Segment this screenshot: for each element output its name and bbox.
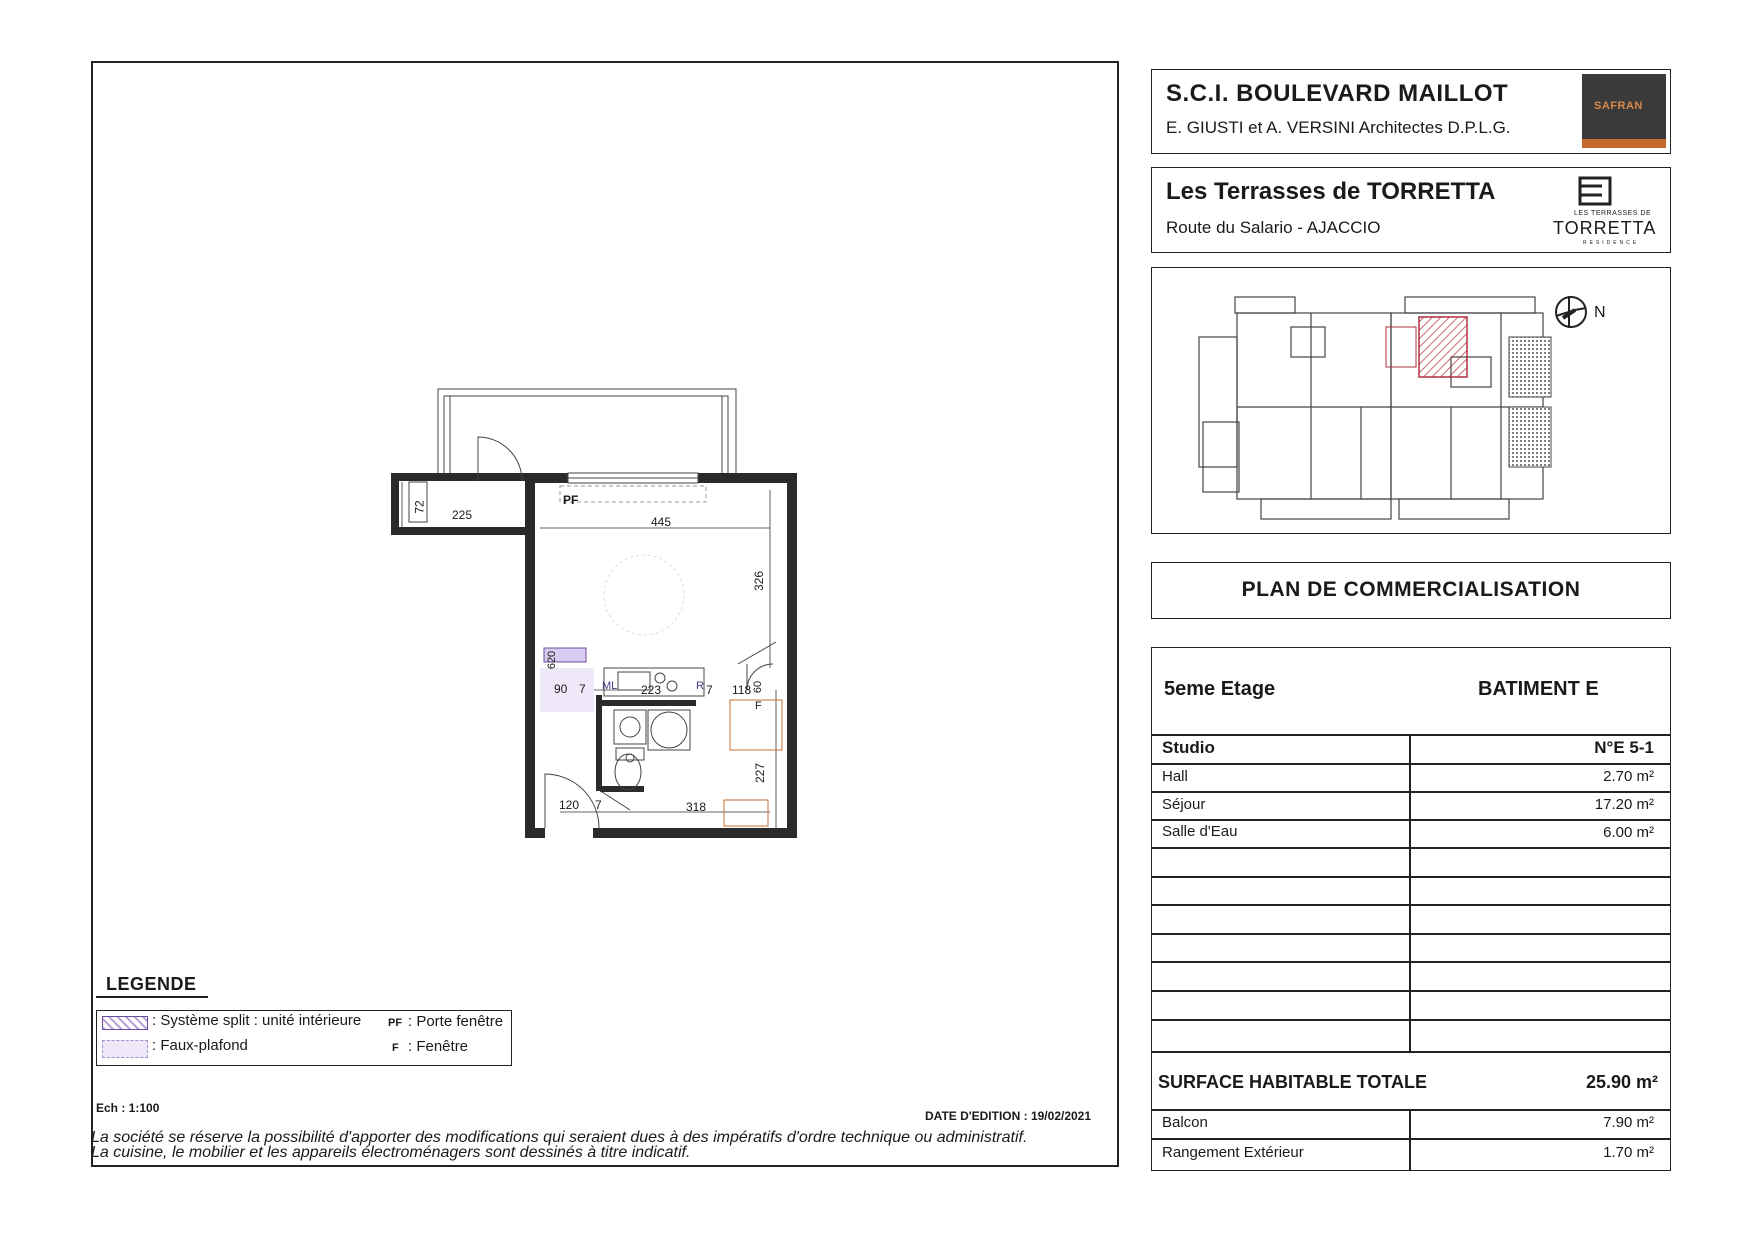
dim-326: 326 xyxy=(752,570,767,592)
legend-f-text: : Fenêtre xyxy=(408,1038,469,1055)
annex-name-rangement: Rangement Extérieur xyxy=(1162,1144,1304,1161)
dim-118: 118 xyxy=(732,683,752,697)
dim-120: 120 xyxy=(559,798,580,812)
company-name: S.C.I. BOULEVARD MAILLOT xyxy=(1166,80,1509,107)
legend-pf-text: : Porte fenêtre xyxy=(408,1013,504,1030)
dim-225: 225 xyxy=(452,508,473,522)
scale-label: Ech : 1:100 xyxy=(96,1101,160,1115)
dim-7-c: 7 xyxy=(595,798,602,812)
dim-318: 318 xyxy=(686,800,707,814)
dim-445: 445 xyxy=(651,515,672,529)
dim-7-a: 7 xyxy=(579,682,586,696)
disclaimer-line-1: La société se réserve la possibilité d'apporter des modifications qui seraient dues à des impératifs d'ordre technique ou administratif. xyxy=(91,1129,1028,1146)
false-ceiling-swatch xyxy=(102,1040,148,1058)
room-area-hall: 2.70 m² xyxy=(1603,768,1654,785)
unit-type: Studio xyxy=(1162,738,1215,757)
dim-90: 90 xyxy=(554,682,568,696)
torretta-logo-small: LES TERRASSES DE xyxy=(1574,210,1652,217)
room-area-salle-deau: 6.00 m² xyxy=(1603,824,1654,841)
room-name-sejour: Séjour xyxy=(1162,796,1206,813)
dim-7-b: 7 xyxy=(706,683,713,697)
total-label: SURFACE HABITABLE TOTALE xyxy=(1158,1072,1427,1092)
disclaimer-line-2: La cuisine, le mobilier et les appareils électroménagers sont dessinés à titre indicatif. xyxy=(91,1144,691,1161)
unit-number: N°E 5-1 xyxy=(1594,738,1654,757)
torretta-logo-icon xyxy=(1578,176,1614,206)
legend-title: LEGENDE xyxy=(106,974,197,994)
key-plan-drawing xyxy=(1151,267,1671,534)
disclaimer xyxy=(91,1130,1027,1160)
legend-ceiling-text: : Faux-plafond xyxy=(152,1037,248,1054)
plan-title: PLAN DE COMMERCIALISATION xyxy=(1241,578,1581,601)
dim-60: 60 xyxy=(752,680,765,694)
dim-227: 227 xyxy=(753,762,768,784)
total-value: 25.90 m² xyxy=(1585,1072,1658,1092)
compass-n-label: N xyxy=(1594,304,1606,321)
project-title: Les Terrasses de TORRETTA xyxy=(1166,178,1496,205)
edition-date: DATE D'EDITION : 19/02/2021 xyxy=(925,1109,1092,1123)
legend-underline xyxy=(96,996,208,998)
room-area-sejour: 17.20 m² xyxy=(1594,796,1654,813)
label-ml: ML xyxy=(602,680,618,692)
dim-223: 223 xyxy=(641,683,662,697)
annex-name-balcon: Balcon xyxy=(1162,1114,1208,1131)
annex-area-balcon: 7.90 m² xyxy=(1603,1114,1654,1131)
safran-logo-text: SAFRAN xyxy=(1594,100,1643,112)
dim-620: 620 xyxy=(546,650,559,670)
project-address: Route du Salario - AJACCIO xyxy=(1166,218,1381,237)
balcony xyxy=(438,389,736,474)
dim-72: 72 xyxy=(412,500,427,514)
legend-pf-abbr: PF xyxy=(388,1017,403,1029)
room-name-salle-deau: Salle d'Eau xyxy=(1162,823,1238,840)
label-r: R xyxy=(696,680,704,692)
label-pf: PF xyxy=(563,493,579,507)
torretta-logo-sub: RESIDENCE xyxy=(1583,240,1640,246)
room-name-hall: Hall xyxy=(1162,768,1188,785)
torretta-logo-big: TORRETTA xyxy=(1553,218,1657,238)
highlighted-unit xyxy=(1419,317,1467,377)
floor-label: 5eme Etage xyxy=(1164,678,1276,700)
legend-split-text: : Système split : unité intérieure xyxy=(152,1012,362,1029)
split-unit-swatch xyxy=(102,1016,148,1030)
label-f: F xyxy=(755,700,762,712)
compass-icon xyxy=(1556,296,1586,328)
legend-f-abbr: F xyxy=(392,1042,399,1054)
architects: E. GIUSTI et A. VERSINI Architectes D.P.L.G. xyxy=(1166,118,1511,137)
annex-area-rangement: 1.70 m² xyxy=(1603,1144,1654,1161)
building-label: BATIMENT E xyxy=(1478,678,1599,700)
